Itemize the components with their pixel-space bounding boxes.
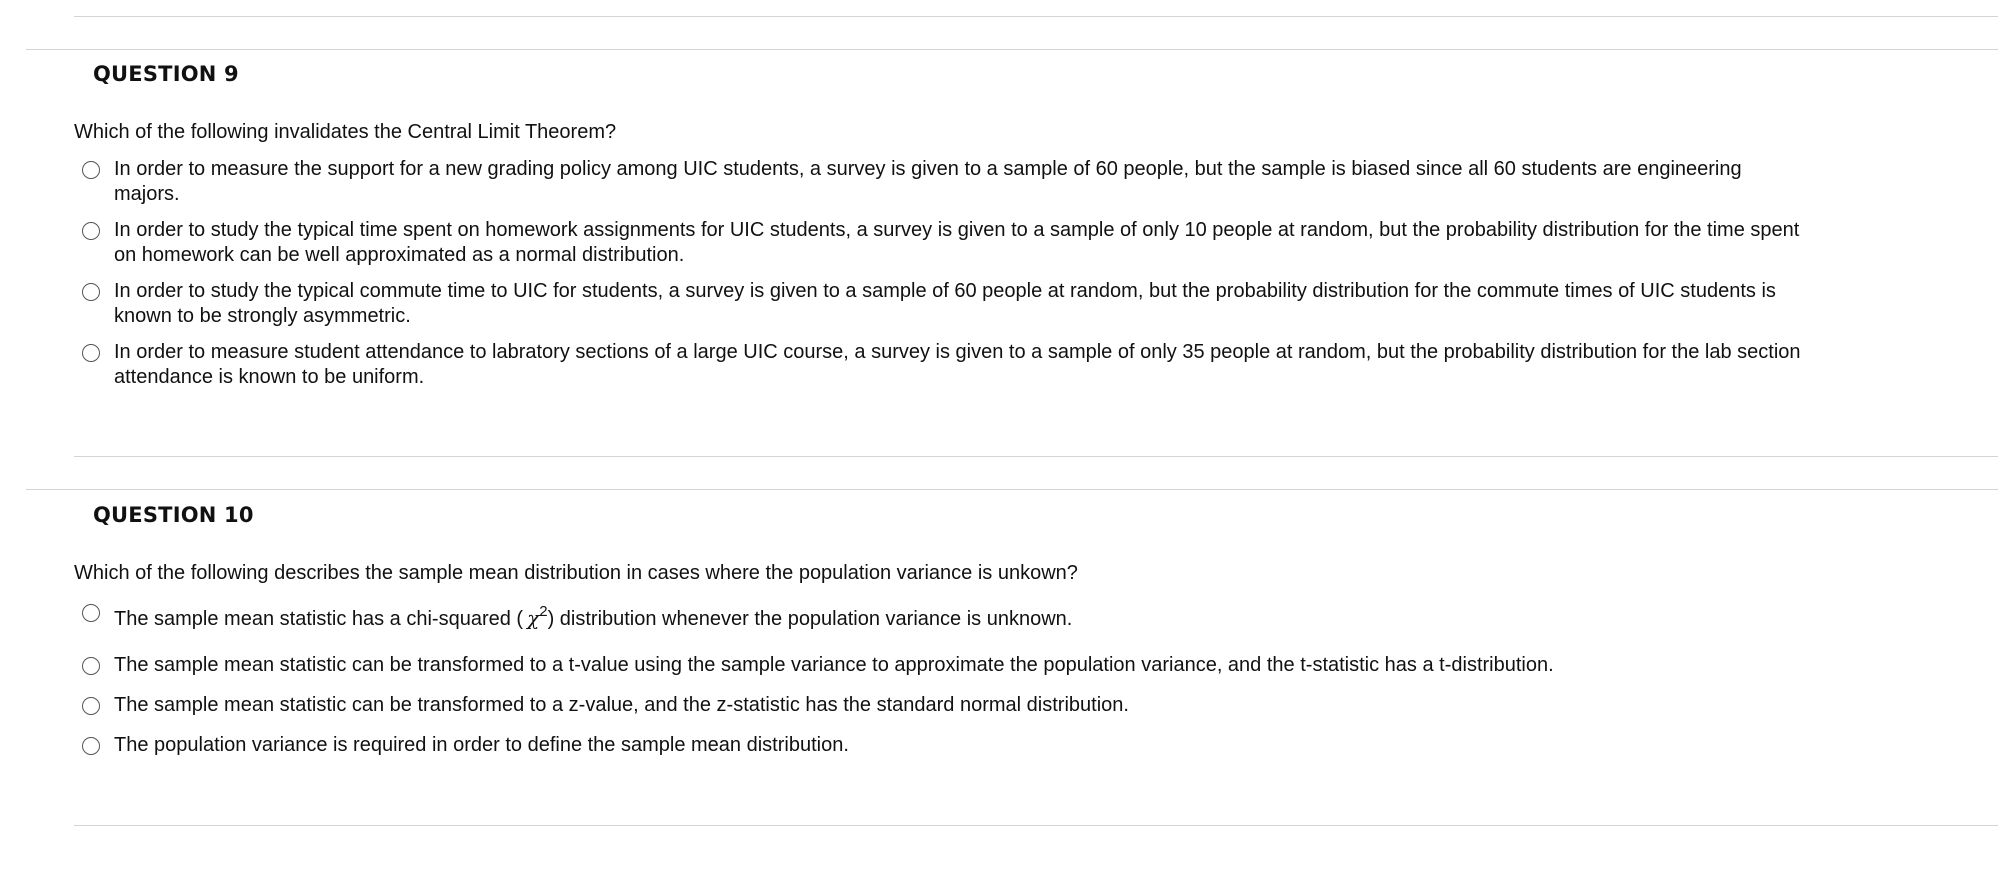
radio-button[interactable] bbox=[82, 657, 100, 675]
answer-option-2[interactable] bbox=[82, 218, 1802, 268]
chi-symbol: χ bbox=[527, 606, 540, 630]
answer-option-label: The sample mean statistic can be transformed to a z-value, and the z-statistic has the standard normal distribution. bbox=[114, 694, 1129, 716]
question-heading: QUESTION 10 bbox=[93, 503, 254, 527]
answer-option-label: The sample mean statistic can be transformed to a t-value using the sample variance to approximate the population variance, and the t-statistic has a t-distribution. bbox=[114, 654, 1554, 676]
radio-button[interactable] bbox=[82, 604, 100, 622]
radio-button[interactable] bbox=[82, 222, 100, 240]
chi-exponent: 2 bbox=[539, 603, 548, 620]
answer-option-label: In order to measure the support for a new grading policy among UIC students, a survey is given to a sample of 60 people, but the sample is biased since all 60 students are engineering majors. bbox=[114, 158, 1742, 205]
option-text-before: The sample mean statistic has a chi-squared ( bbox=[114, 608, 524, 630]
radio-button[interactable] bbox=[82, 161, 100, 179]
radio-button[interactable] bbox=[82, 737, 100, 755]
answer-option-label: In order to study the typical time spent on homework assignments for UIC students, a survey is given to a sample of only 10 people at random, but the probability distribution for the time spent on homework can be well approximated as a normal distribution. bbox=[114, 219, 1800, 266]
option-text-after: ) distribution whenever the population variance is unknown. bbox=[547, 608, 1073, 630]
answer-option-3[interactable] bbox=[82, 279, 1802, 329]
answer-option-2[interactable] bbox=[82, 653, 1802, 678]
divider bbox=[26, 489, 1998, 490]
answer-option-label: In order to measure student attendance to labratory sections of a large UIC course, a survey is given to a sample of only 35 people at random, but the probability distribution for the lab section attendance is known to be uniform. bbox=[114, 341, 1801, 388]
answer-option-label: In order to study the typical commute time to UIC for students, a survey is given to a sample of 60 people at random, but the probability distribution for the commute times of UIC students is known to be strongly asymmetric. bbox=[114, 280, 1776, 327]
answer-option-3[interactable] bbox=[82, 693, 1802, 718]
question-prompt: Which of the following invalidates the Central Limit Theorem? bbox=[74, 121, 617, 143]
divider bbox=[26, 49, 1998, 50]
divider bbox=[74, 825, 1998, 826]
answer-option-1[interactable] bbox=[82, 604, 1802, 633]
answer-option-4[interactable] bbox=[82, 340, 1802, 390]
divider bbox=[74, 456, 1998, 457]
radio-button[interactable] bbox=[82, 344, 100, 362]
question-heading: QUESTION 9 bbox=[93, 62, 239, 86]
answer-option-4[interactable] bbox=[82, 733, 1802, 758]
answer-option-1[interactable] bbox=[82, 157, 1802, 207]
radio-button[interactable] bbox=[82, 283, 100, 301]
radio-button[interactable] bbox=[82, 697, 100, 715]
question-prompt: Which of the following describes the sample mean distribution in cases where the population variance is unkown? bbox=[74, 562, 1078, 584]
divider bbox=[74, 16, 1998, 17]
answer-option-label: The population variance is required in order to define the sample mean distribution. bbox=[114, 734, 849, 756]
answer-option-label bbox=[114, 603, 1073, 633]
